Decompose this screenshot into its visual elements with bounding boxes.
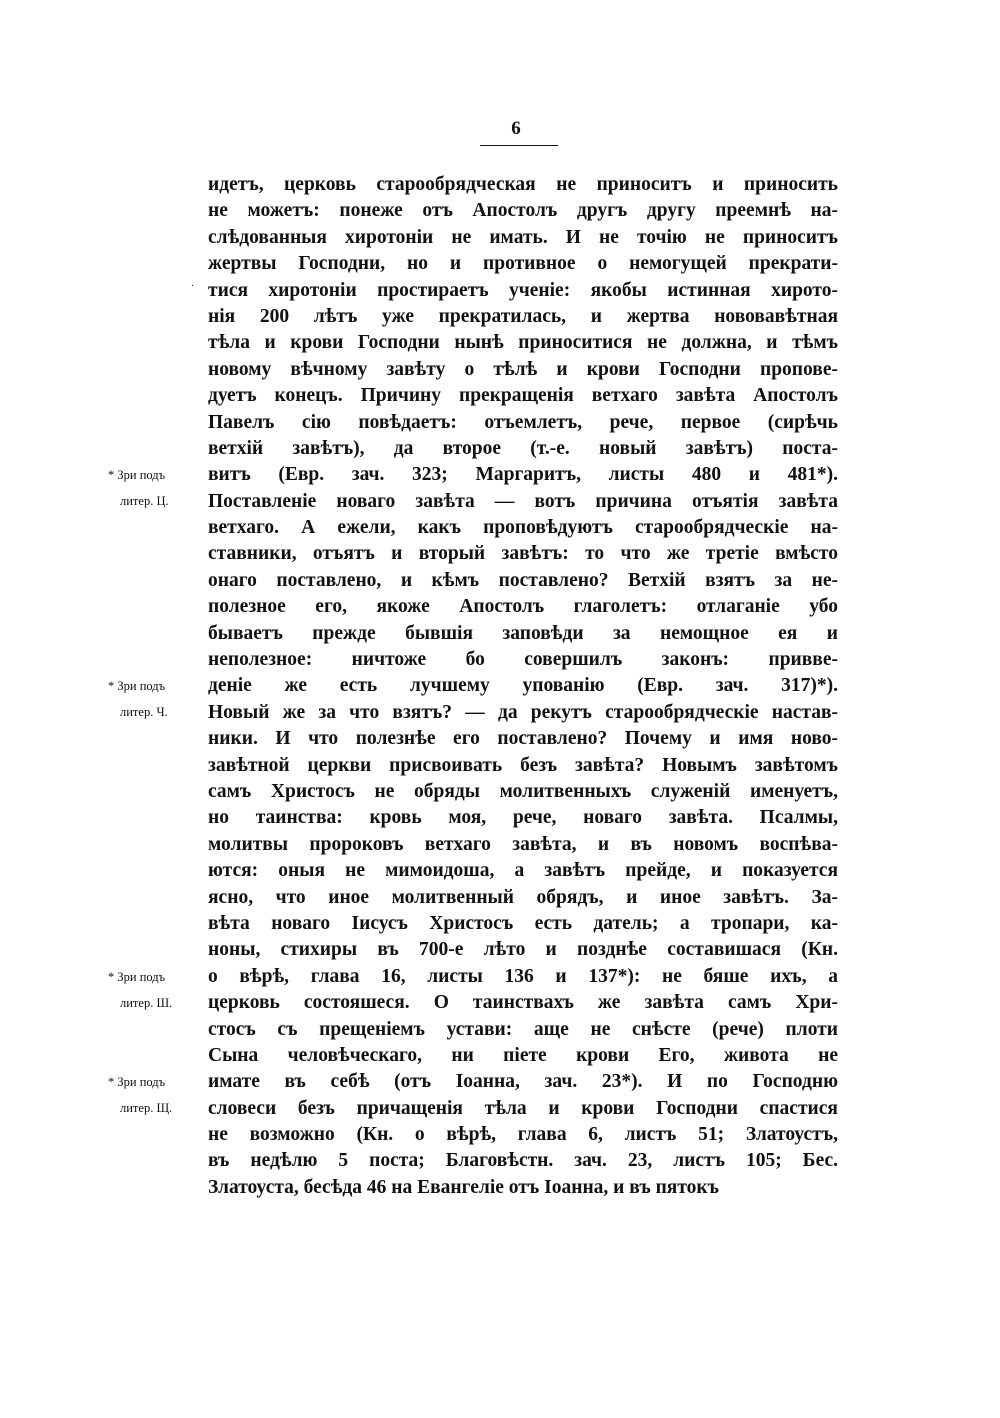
page-number-rule <box>480 145 558 146</box>
text-line: Поставленіе новаго завѣта — вотъ причина отъятія завѣта <box>208 490 838 512</box>
text-line: слѣдованныя хиротоніи не имать. И не точію не приноситъ <box>208 226 838 248</box>
margin-note-ref: * Зри подъ <box>108 679 166 693</box>
margin-note-letter: литер. Ц. <box>120 494 169 509</box>
text-line: витъ (Евр. зач. 323; Маргаритъ, листы 480 и 481*). <box>208 464 838 486</box>
text-line: тися хиротоніи простираетъ ученіе: якобы истинная хирото- <box>208 279 838 301</box>
text-line: ветхаго. А ежели, какъ проповѣдуютъ старообрядческіе на- <box>208 517 838 539</box>
margin-note <box>108 462 206 515</box>
text-line: вѣта новаго Іисусъ Христосъ есть датель; а тропари, ка- <box>208 912 838 934</box>
text-line: бываетъ прежде бывшія заповѣди за немощное ея и <box>208 622 838 644</box>
text-line: Сына человѣческаго, ни піете крови Его, живота не <box>208 1044 838 1066</box>
margin-note <box>108 673 206 726</box>
margin-note <box>108 1069 206 1122</box>
text-line: Новый же за что взятъ? — да рекутъ старообрядческіе настав- <box>208 701 838 723</box>
print-speck: · <box>191 281 195 292</box>
text-line: неполезное: ничтоже бо совершилъ законъ: привве- <box>208 649 838 671</box>
text-line: нія 200 лѣтъ уже прекратилась, и жертва нововавѣтная <box>208 305 838 327</box>
text-line: но таинства: кровь моя, рече, новаго завѣта. Псалмы, <box>208 807 838 829</box>
text-line: стосъ съ прещеніемъ устави: аще не снѣсте (рече) плоти <box>208 1018 838 1040</box>
text-line: о вѣрѣ, глава 16, листы 136 и 137*): не бяше ихъ, а <box>208 965 838 987</box>
page-number: 6 <box>511 118 521 139</box>
margin-note-ref: * Зри подъ <box>108 970 166 984</box>
text-line: ясно, что иное молитвенный обрядъ, и иное завѣтъ. За- <box>208 886 838 908</box>
text-line: ноны, стихиры въ 700-е лѣто и позднѣе составишася (Кн. <box>208 939 838 961</box>
text-line: деніе же есть лучшему упованію (Евр. зач. 317)*). <box>208 675 838 697</box>
text-line: жертвы Господни, но и противное о немогущей прекрати- <box>208 253 838 275</box>
text-line: дуетъ конецъ. Причину прекращенія ветхаго завѣта Апостолъ <box>208 385 838 407</box>
text-line: не можетъ: понеже отъ Апостолъ другъ другу преемнѣ на- <box>208 200 838 222</box>
text-line: ются: оныя не мимоидоша, а завѣтъ прейде, и показуется <box>208 860 838 882</box>
text-line: въ недѣлю 5 поста; Благовѣстн. зач. 23, листъ 105; Бес. <box>208 1150 838 1172</box>
text-line: онаго поставлено, и кѣмъ поставлено? Ветхій взятъ за не- <box>208 569 838 591</box>
text-line: Павелъ сію повѣдаетъ: отъемлетъ, рече, первое (сирѣчь <box>208 411 838 433</box>
margin-note-letter: литер. Ч. <box>120 705 168 720</box>
margin-note-letter: литер. Щ. <box>120 1101 173 1116</box>
text-line: самъ Христосъ не обряды молитвенныхъ служеній именуетъ, <box>208 780 838 802</box>
margin-note-letter: литер. Ш. <box>120 996 173 1011</box>
body-text <box>208 172 838 1201</box>
text-line: новому вѣчному завѣту о тѣлѣ и крови Господни пропове- <box>208 358 838 380</box>
text-line: молитвы пророковъ ветхаго завѣта, и въ новомъ воспѣва- <box>208 833 838 855</box>
margin-note <box>108 964 206 1017</box>
text-line: словеси безъ причащенія тѣла и крови Господни спастися <box>208 1097 838 1119</box>
text-line: завѣтной церкви присвоивать безъ завѣта? Новымъ завѣтомъ <box>208 754 838 776</box>
text-line: Златоуста, бесѣда 46 на Евангеліе отъ Іоанна, и въ пятокъ <box>208 1176 720 1198</box>
text-line: идетъ, церковь старообрядческая не приноситъ и приносить <box>208 174 838 195</box>
margin-note-ref: * Зри подъ <box>108 1075 166 1089</box>
text-line: тѣла и крови Господни нынѣ приноситися не должна, и тѣмъ <box>208 332 838 354</box>
margin-note-ref: * Зри подъ <box>108 468 166 482</box>
text-line: церковь состояшеся. О таинствахъ же завѣта самъ Хри- <box>208 992 838 1014</box>
text-line: не возможно (Кн. о вѣрѣ, глава 6, листъ 51; Златоустъ, <box>208 1124 838 1146</box>
text-line: ставники, отъятъ и вторый завѣтъ: то что же третіе вмѣсто <box>208 543 838 565</box>
text-line: ники. И что полезнѣе его поставлено? Почему и имя ново- <box>208 728 838 750</box>
text-line: ветхій завѣтъ), да второе (т.-е. новый завѣтъ) поста- <box>208 437 838 459</box>
text-line: полезное его, якоже Апостолъ глаголетъ: отлаганіе убо <box>208 596 838 618</box>
text-line: имате въ себѣ (отъ Іоанна, зач. 23*). И по Господню <box>208 1071 838 1093</box>
